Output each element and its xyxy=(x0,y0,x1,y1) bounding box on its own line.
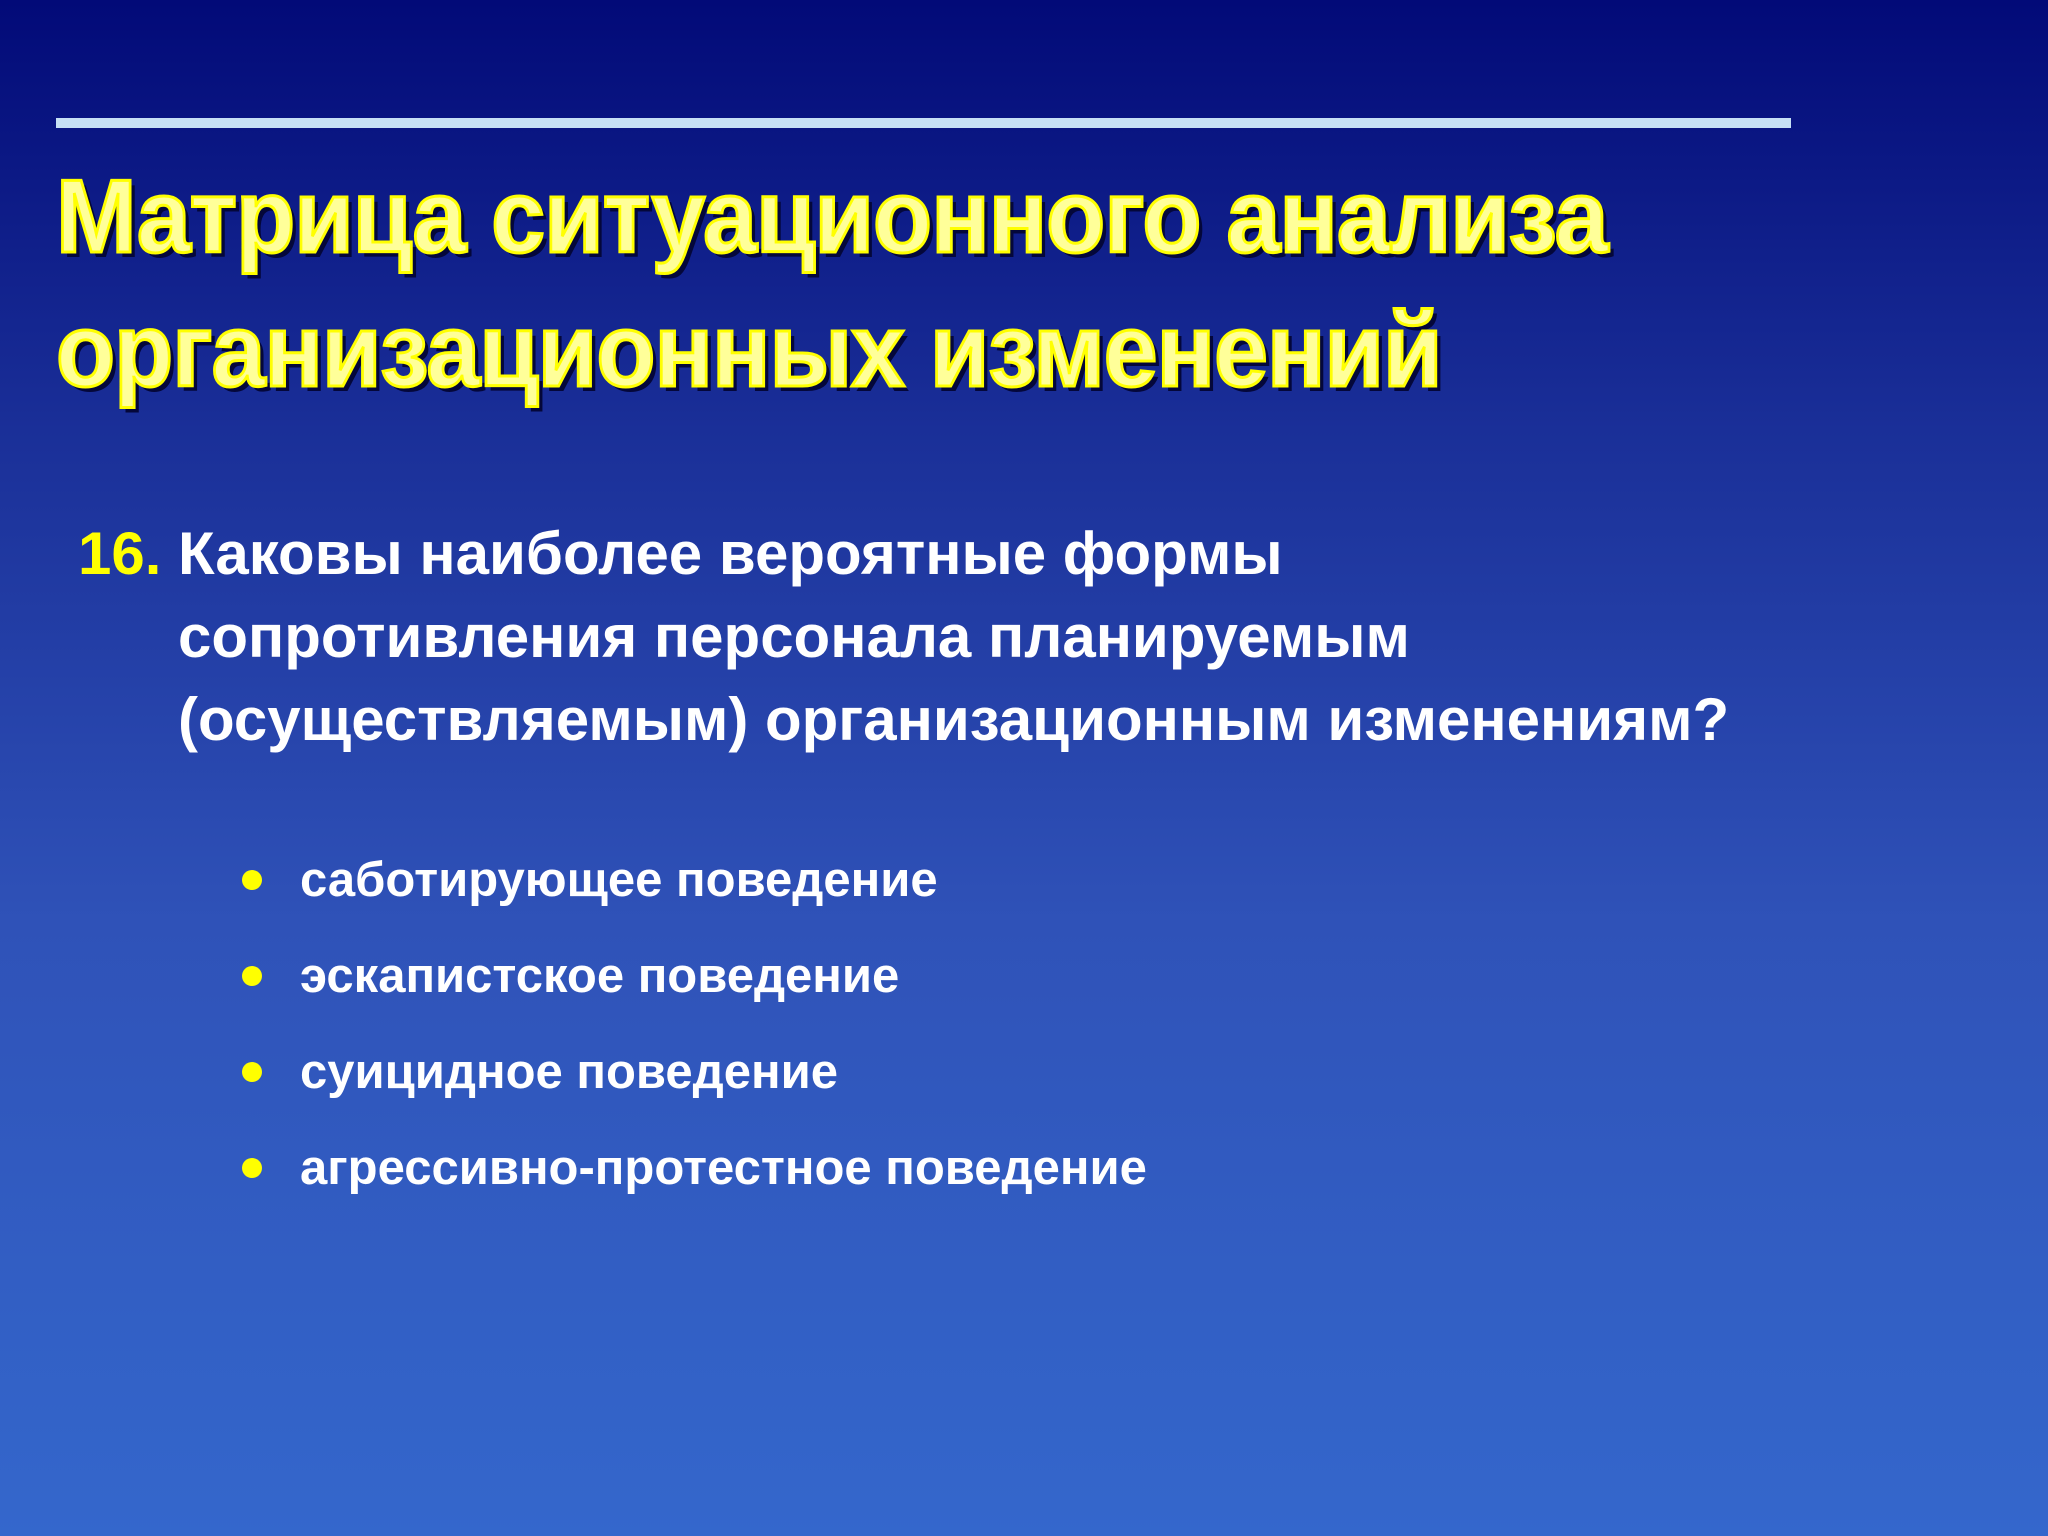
list-item-label: агрессивно-протестное поведение xyxy=(300,1141,1147,1195)
circle-bullet-icon xyxy=(242,1062,262,1082)
question-text xyxy=(178,512,2018,761)
list-item-escapist xyxy=(240,928,1147,1024)
circle-bullet-icon xyxy=(242,870,262,890)
question-line-2: сопротивления персонала планируемым xyxy=(178,603,1410,670)
list-item-aggressive-protest xyxy=(240,1120,1147,1216)
question-line-3: (осуществляемым) организационным изменениям? xyxy=(178,686,1730,753)
list-item-label: суицидное поведение xyxy=(300,1045,838,1099)
list-item-label: эскапистское поведение xyxy=(300,949,900,1003)
slide-title xyxy=(56,150,1823,418)
list-item-suicidal xyxy=(240,1024,1147,1120)
list-item-sabotage xyxy=(240,832,1147,928)
resistance-forms-list xyxy=(240,832,1147,1216)
question-number: 16. xyxy=(78,520,162,587)
slide-title-line-2: организационных изменений xyxy=(56,293,1442,409)
slide-title-line-1: Матрица ситуационного анализа xyxy=(56,159,1608,275)
question-line-1: Каковы наиболее вероятные формы xyxy=(178,520,1283,587)
circle-bullet-icon xyxy=(242,966,262,986)
circle-bullet-icon xyxy=(242,1158,262,1178)
top-divider-line xyxy=(56,118,1791,128)
list-item-label: саботирующее поведение xyxy=(300,853,938,907)
